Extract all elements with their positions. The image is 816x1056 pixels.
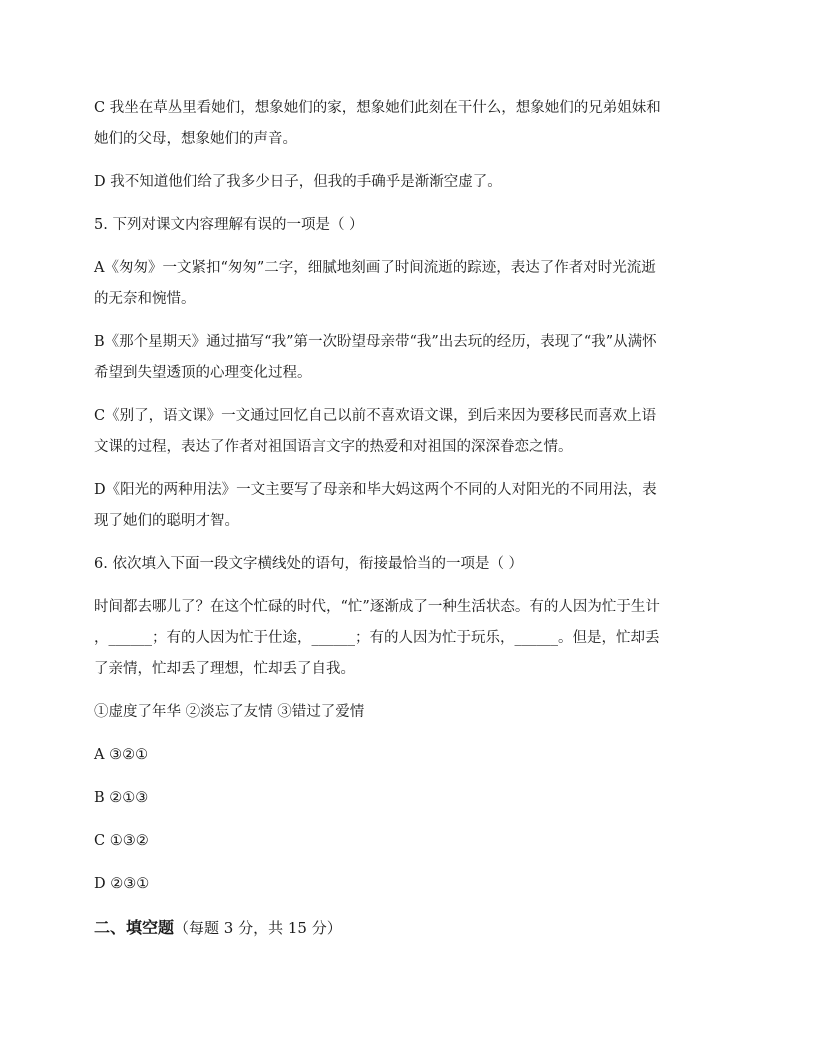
option-c-line1: C 我坐在草丛里看她们，想象她们的家，想象她们此刻在干什么，想象她们的兄弟姐妹和 bbox=[94, 100, 661, 116]
q5-option-a-line2: 的无奈和惋惜。 bbox=[94, 291, 196, 307]
q5-option-c-line2: 文课的过程，表达了作者对祖国语言文字的热爱和对祖国的深深眷恋之情。 bbox=[94, 439, 573, 455]
q6-passage-line2: ，______；有的人因为忙于仕途，______；有的人因为忙于玩乐，______。但是，忙却丢 bbox=[94, 630, 660, 646]
q5-option-a-line1: A《匆匆》一文紧扣“匆匆”二字，细腻地刻画了时间流逝的踪迹，表达了作者对时光流逝 bbox=[94, 260, 656, 276]
q6-items: ①虚度了年华 ②淡忘了友情 ③错过了爱情 bbox=[94, 704, 365, 720]
q6-option-d: D ②③① bbox=[94, 876, 150, 892]
q5-option-d-line2: 现了她们的聪明才智。 bbox=[94, 513, 239, 529]
question-content bbox=[94, 93, 734, 944]
q6-passage-line1: 时间都去哪儿了？在这个忙碌的时代，“忙”逐渐成了一种生活状态。有的人因为忙于生计 bbox=[94, 599, 660, 615]
question-6: 6. 依次填入下面一段文字横线处的语句，衔接最恰当的一项是（ ） bbox=[94, 556, 524, 572]
section-title: 二、填空题 bbox=[94, 918, 175, 937]
option-c-line2: 她们的父母，想象她们的声音。 bbox=[94, 131, 297, 147]
section-heading bbox=[94, 912, 734, 944]
section-note: （每题 3 分，共 15 分） bbox=[174, 919, 342, 937]
q6-passage-line3: 了亲情，忙却丢了理想，忙却丢了自我。 bbox=[94, 661, 355, 677]
q5-option-c-line1: C《别了，语文课》一文通过回忆自己以前不喜欢语文课，到后来因为要移民而喜欢上语 bbox=[94, 408, 657, 424]
option-d: D 我不知道他们给了我多少日子，但我的手确乎是渐渐空虚了。 bbox=[94, 174, 502, 190]
question-5: 5. 下列对课文内容理解有误的一项是（ ） bbox=[94, 217, 364, 233]
q6-option-a: A ③②① bbox=[94, 747, 149, 763]
q6-option-b: B ②①③ bbox=[94, 790, 149, 806]
q5-option-d-line1: D《阳光的两种用法》一文主要写了母亲和毕大妈这两个不同的人对阳光的不同用法，表 bbox=[94, 482, 657, 498]
q6-option-c: C ①③② bbox=[94, 833, 149, 849]
q5-option-b-line2: 希望到失望透顶的心理变化过程。 bbox=[94, 365, 312, 381]
q5-option-b-line1: B《那个星期天》通过描写“我”第一次盼望母亲带“我”出去玩的经历，表现了“我”从满怀 bbox=[94, 334, 657, 350]
